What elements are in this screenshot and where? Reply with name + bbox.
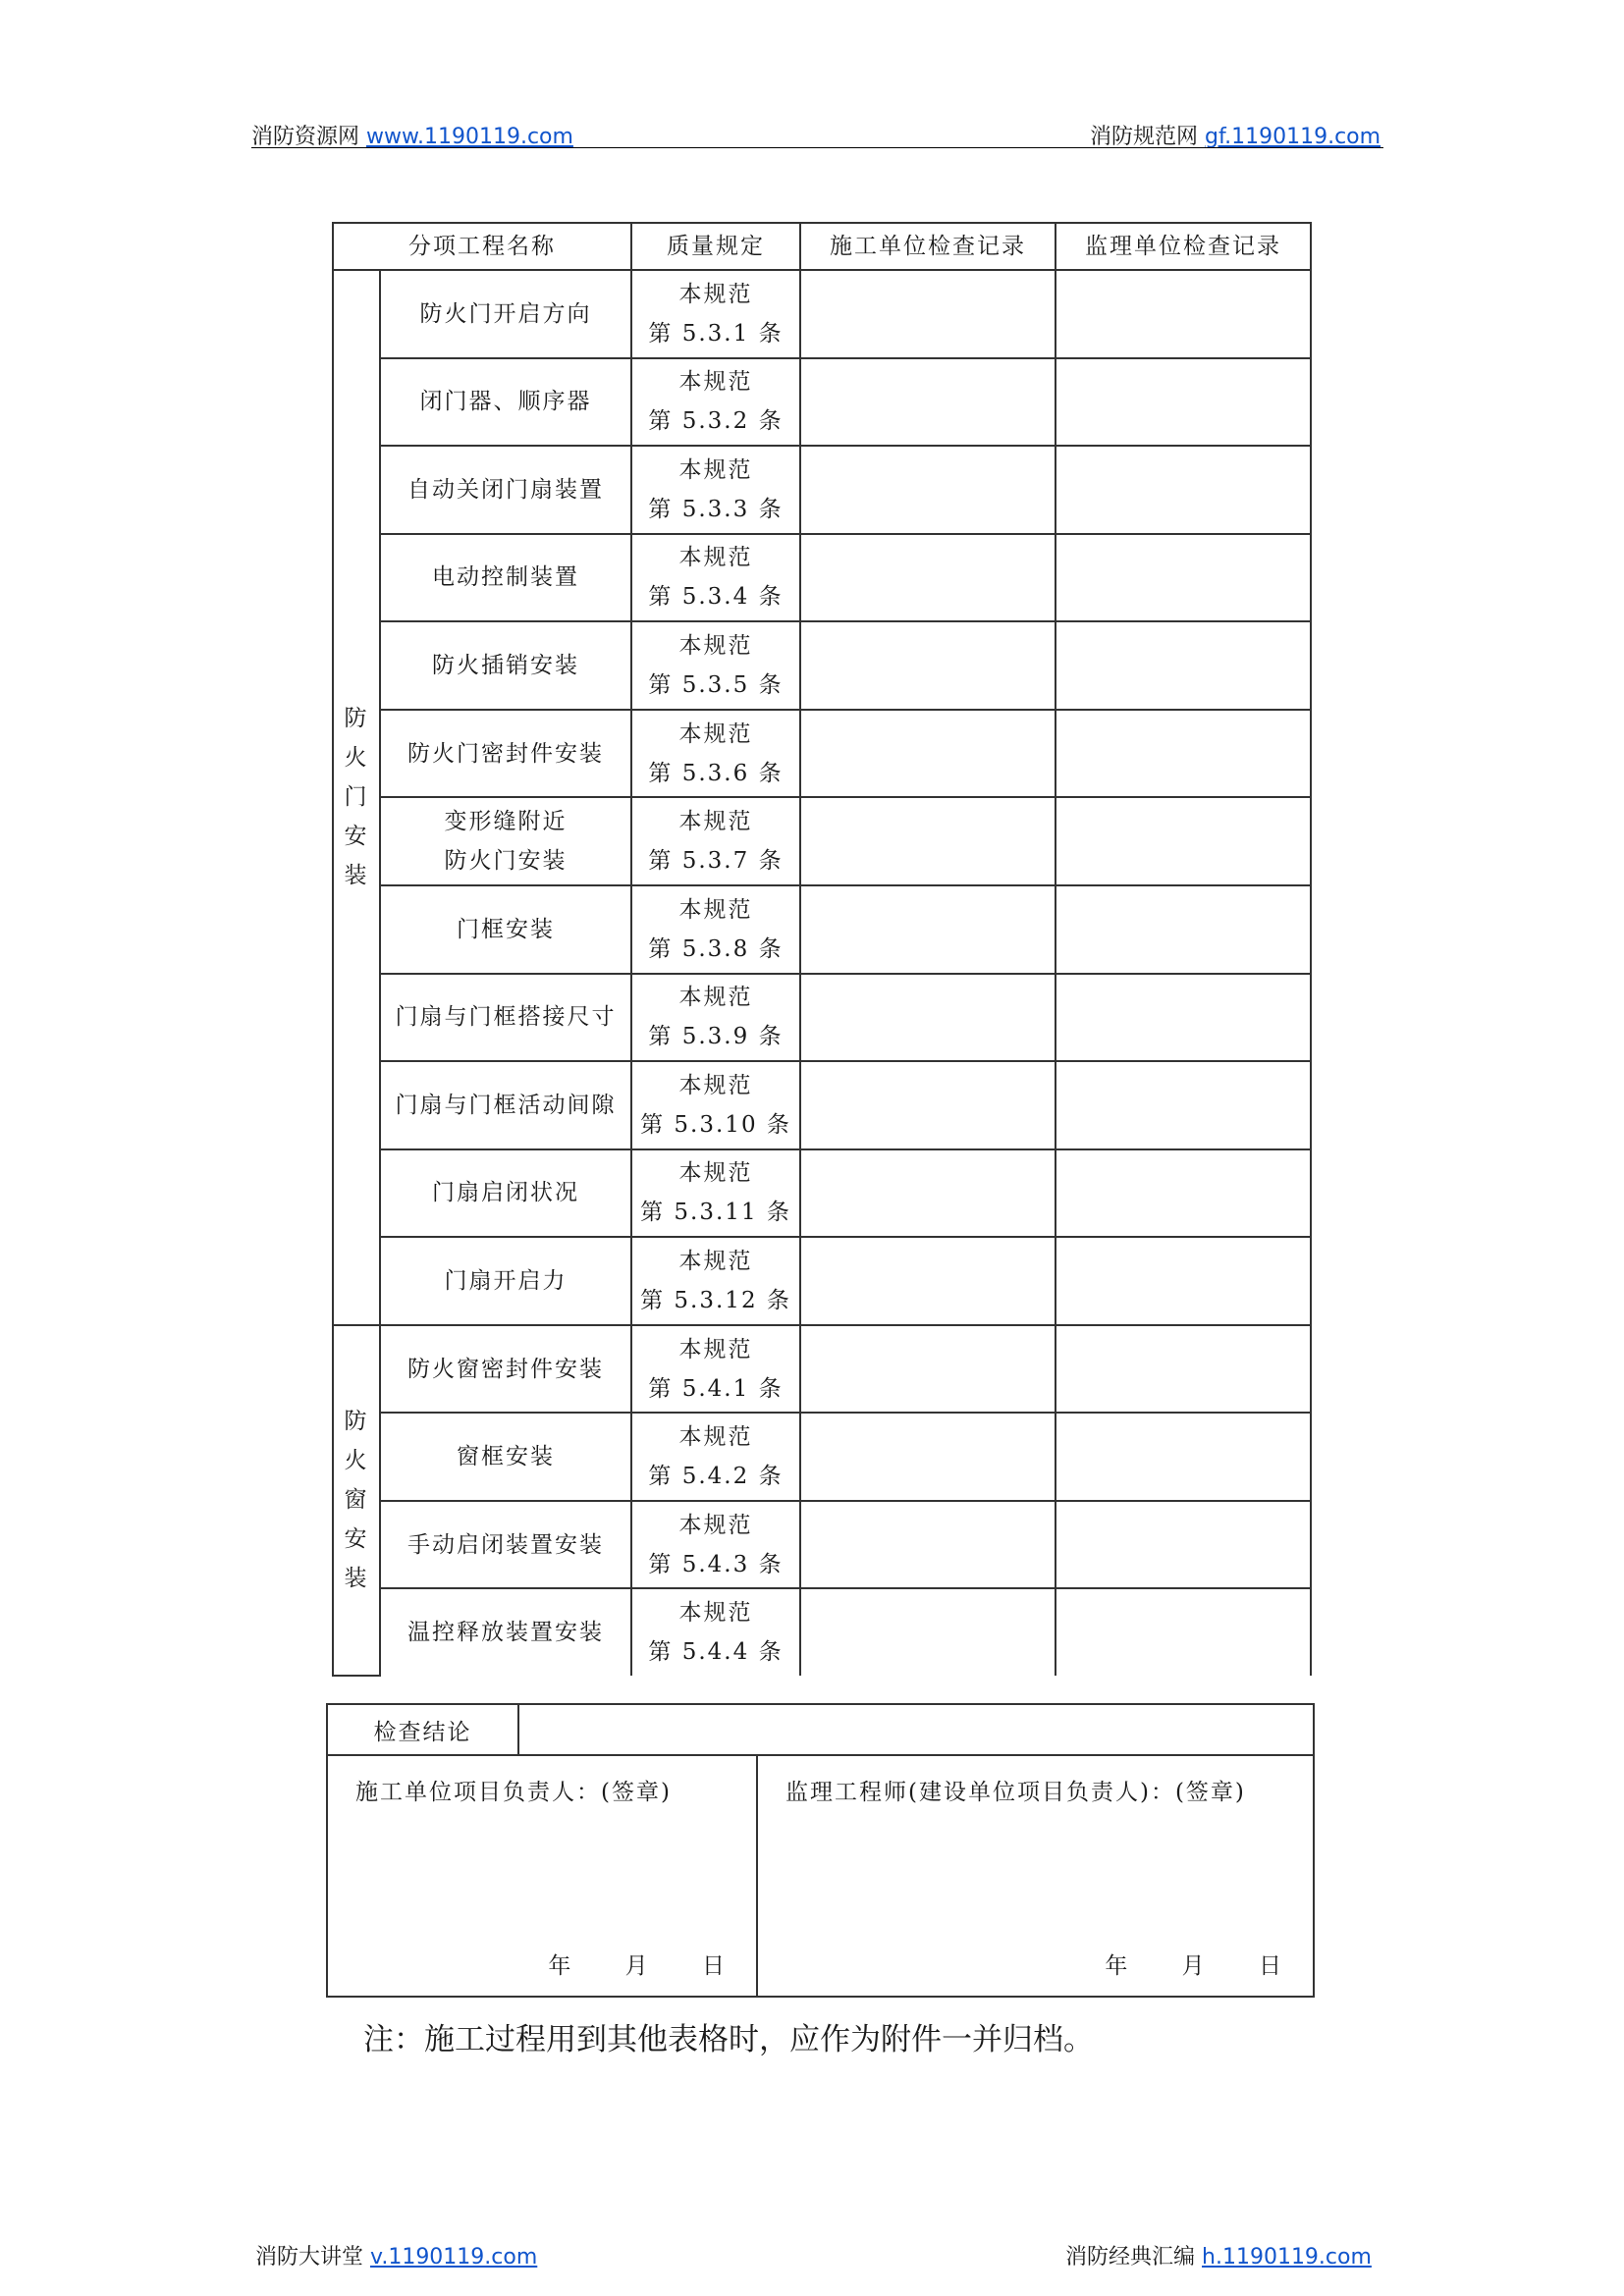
quality-spec-line: 本规范: [678, 1600, 753, 1627]
group-label: [333, 1325, 380, 1676]
quality-spec: [631, 1237, 800, 1325]
quality-spec-line: 本规范: [678, 1160, 753, 1187]
supervisor-record-cell[interactable]: [1056, 1237, 1311, 1325]
table-row: [333, 621, 1311, 710]
col-header-supervisor-record: 监理单位检查记录: [1056, 223, 1311, 270]
group-label-char: 装: [344, 863, 369, 889]
footer-right-link[interactable]: h.1190119.com: [1202, 2245, 1372, 2269]
item-name: [380, 1325, 631, 1414]
supervisor-record-cell[interactable]: [1056, 1501, 1311, 1589]
header-divider: [251, 147, 1383, 148]
conclusion-value[interactable]: [518, 1704, 1314, 1755]
contractor-record-cell[interactable]: [800, 534, 1056, 622]
quality-spec: [631, 1588, 800, 1676]
footer-right: [1065, 2240, 1372, 2270]
quality-spec-line: 本规范: [678, 721, 753, 747]
table-row: [333, 797, 1311, 885]
supervisor-record-cell[interactable]: [1056, 534, 1311, 622]
table-row: [333, 358, 1311, 447]
quality-spec-line: 本规范: [678, 896, 753, 923]
contractor-signature-cell[interactable]: [327, 1755, 757, 1997]
item-name-line: 窗框安装: [457, 1444, 555, 1470]
supervisor-record-cell[interactable]: [1056, 270, 1311, 358]
contractor-record-cell[interactable]: [800, 358, 1056, 447]
item-name-line: 自动关闭门扇装置: [407, 476, 604, 503]
group-label-char: 火: [344, 745, 369, 772]
supervisor-record-cell[interactable]: [1056, 974, 1311, 1062]
item-name: [380, 270, 631, 358]
item-name-line: 防火窗密封件安装: [407, 1356, 604, 1382]
header-left: [251, 120, 573, 150]
quality-spec-line: 本规范: [678, 1248, 753, 1274]
quality-spec: [631, 446, 800, 534]
item-name: [380, 358, 631, 447]
quality-spec: [631, 1325, 800, 1414]
item-name: [380, 1237, 631, 1325]
group-label-char: 防: [344, 1409, 369, 1435]
quality-spec-line: 本规范: [678, 1336, 753, 1362]
item-name-line: 电动控制装置: [432, 564, 579, 591]
header-right-text: 消防规范网: [1090, 125, 1199, 149]
item-name-line: 手动启闭装置安装: [407, 1531, 604, 1558]
item-name-line: 门扇与门框活动间隙: [395, 1092, 617, 1118]
quality-spec: [631, 1061, 800, 1149]
contractor-signature-date: 年 月 日: [548, 1953, 727, 1979]
supervisor-record-cell[interactable]: [1056, 1149, 1311, 1238]
quality-spec-line: 第 5.3.2 条: [648, 408, 784, 435]
supervisor-record-cell[interactable]: [1056, 358, 1311, 447]
item-name-line: 门框安装: [457, 916, 555, 942]
item-name-line: 闭门器、顺序器: [419, 389, 592, 415]
item-name: [380, 974, 631, 1062]
group-label: [333, 270, 380, 1325]
quality-spec: [631, 358, 800, 447]
quality-spec-line: 第 5.4.2 条: [648, 1464, 784, 1490]
quality-spec-line: 本规范: [678, 545, 753, 571]
item-name-line: 变形缝附近: [444, 809, 568, 835]
item-name-line: 防火插销安装: [432, 653, 579, 679]
header-right: [1090, 120, 1380, 150]
contractor-record-cell[interactable]: [800, 1325, 1056, 1414]
item-name-line: 门扇与门框搭接尺寸: [395, 1004, 617, 1031]
supervisor-signature-date: 年 月 日: [1105, 1953, 1283, 1979]
contractor-record-cell[interactable]: [800, 710, 1056, 798]
conclusion-table: [326, 1703, 1315, 1998]
quality-spec: [631, 1149, 800, 1238]
quality-spec-line: 第 5.3.4 条: [648, 584, 784, 611]
group-label-char: 安: [344, 1526, 369, 1553]
supervisor-signature-cell[interactable]: [757, 1755, 1314, 1997]
table-row: [333, 1588, 1311, 1676]
quality-spec-line: 本规范: [678, 1424, 753, 1451]
table-row: [333, 1061, 1311, 1149]
contractor-record-cell[interactable]: [800, 1588, 1056, 1676]
contractor-record-cell[interactable]: [800, 885, 1056, 974]
item-name-line: 门扇开启力: [444, 1267, 568, 1294]
quality-spec-line: 第 5.3.3 条: [648, 496, 784, 522]
footer-right-text: 消防经典汇编: [1065, 2245, 1196, 2269]
quality-spec-line: 本规范: [678, 456, 753, 483]
item-name: [380, 1501, 631, 1589]
table-row: [333, 1501, 1311, 1589]
item-name: [380, 1588, 631, 1676]
table-row: [333, 534, 1311, 622]
contractor-record-cell[interactable]: [800, 270, 1056, 358]
item-name-line: 防火门开启方向: [419, 300, 592, 327]
quality-spec-line: 本规范: [678, 281, 753, 307]
contractor-signature-label: 施工单位项目负责人：(签章): [355, 1780, 672, 1805]
col-header-item-name: 分项工程名称: [333, 223, 631, 270]
group-label-char: 防: [344, 706, 369, 732]
supervisor-record-cell[interactable]: [1056, 710, 1311, 798]
table-row: [333, 446, 1311, 534]
header-left-link[interactable]: www.1190119.com: [366, 125, 573, 149]
item-name: [380, 1149, 631, 1238]
quality-spec-line: 第 5.3.10 条: [640, 1111, 791, 1138]
quality-spec-line: 第 5.4.3 条: [648, 1551, 784, 1577]
quality-spec: [631, 710, 800, 798]
quality-spec-line: 第 5.3.1 条: [648, 320, 784, 347]
quality-spec-line: 本规范: [678, 1072, 753, 1098]
quality-spec-line: 第 5.3.12 条: [640, 1287, 791, 1313]
quality-spec: [631, 534, 800, 622]
quality-spec-line: 第 5.3.5 条: [648, 672, 784, 699]
quality-spec-line: 第 5.3.8 条: [648, 935, 784, 962]
quality-spec: [631, 974, 800, 1062]
col-header-quality-spec: 质量规定: [631, 223, 800, 270]
table-row: [333, 1413, 1311, 1501]
group-label-char: 火: [344, 1448, 369, 1474]
supervisor-record-cell[interactable]: [1056, 1413, 1311, 1501]
conclusion-label: 检查结论: [327, 1704, 518, 1755]
table-row: [333, 710, 1311, 798]
contractor-record-cell[interactable]: [800, 1237, 1056, 1325]
item-name-line: 防火门安装: [444, 848, 568, 875]
header-left-text: 消防资源网: [251, 125, 360, 149]
quality-spec: [631, 797, 800, 885]
item-name: [380, 1413, 631, 1501]
supervisor-record-cell[interactable]: [1056, 1588, 1311, 1676]
signature-row: [327, 1755, 1314, 1997]
inspection-table: [332, 222, 1312, 1677]
item-name: [380, 1061, 631, 1149]
col-header-contractor-record: 施工单位检查记录: [800, 223, 1056, 270]
group-label-char: 门: [344, 784, 369, 811]
quality-spec: [631, 621, 800, 710]
item-name: [380, 710, 631, 798]
quality-spec: [631, 885, 800, 974]
supervisor-signature-label: 监理工程师(建设单位项目负责人)：(签章): [785, 1780, 1246, 1805]
item-name-line: 温控释放装置安装: [407, 1620, 604, 1646]
contractor-record-cell[interactable]: [800, 974, 1056, 1062]
item-name: [380, 446, 631, 534]
table-row: [333, 1149, 1311, 1238]
footer-left-link[interactable]: v.1190119.com: [370, 2245, 538, 2269]
item-name: [380, 797, 631, 885]
quality-spec-line: 本规范: [678, 633, 753, 660]
group-label-char: 安: [344, 824, 369, 850]
contractor-record-cell[interactable]: [800, 1501, 1056, 1589]
conclusion-row: [327, 1704, 1314, 1755]
quality-spec-line: 第 5.4.1 条: [648, 1375, 784, 1402]
contractor-record-cell[interactable]: [800, 797, 1056, 885]
quality-spec-line: 本规范: [678, 1512, 753, 1538]
table-row: [333, 270, 1311, 358]
quality-spec: [631, 1413, 800, 1501]
contractor-record-cell[interactable]: [800, 1149, 1056, 1238]
table-row: [333, 885, 1311, 974]
supervisor-record-cell[interactable]: [1056, 797, 1311, 885]
item-name: [380, 534, 631, 622]
note-text: 注：施工过程用到其他表格时，应作为附件一并归档。: [363, 2022, 1094, 2057]
footer-left: [255, 2240, 537, 2270]
contractor-record-cell[interactable]: [800, 621, 1056, 710]
item-name-line: 门扇启闭状况: [432, 1180, 579, 1206]
contractor-record-cell[interactable]: [800, 1413, 1056, 1501]
table-row: [333, 1325, 1311, 1414]
quality-spec-line: 第 5.3.9 条: [648, 1024, 784, 1050]
table-body: [333, 270, 1311, 1676]
quality-spec-line: 第 5.3.6 条: [648, 760, 784, 786]
table-header-row: [333, 223, 1311, 270]
quality-spec-line: 第 5.3.11 条: [640, 1200, 791, 1226]
table-row: [333, 1237, 1311, 1325]
quality-spec: [631, 1501, 800, 1589]
supervisor-record-cell[interactable]: [1056, 1325, 1311, 1414]
header-right-link[interactable]: gf.1190119.com: [1205, 125, 1381, 149]
contractor-record-cell[interactable]: [800, 1061, 1056, 1149]
supervisor-record-cell[interactable]: [1056, 446, 1311, 534]
quality-spec-line: 第 5.3.7 条: [648, 848, 784, 875]
group-label-char: 窗: [344, 1487, 369, 1514]
footer-left-text: 消防大讲堂: [255, 2245, 364, 2269]
item-name: [380, 621, 631, 710]
quality-spec-line: 本规范: [678, 985, 753, 1011]
quality-spec: [631, 270, 800, 358]
contractor-record-cell[interactable]: [800, 446, 1056, 534]
group-label-char: 装: [344, 1566, 369, 1592]
quality-spec-line: 本规范: [678, 369, 753, 396]
quality-spec-line: 第 5.4.4 条: [648, 1639, 784, 1666]
supervisor-record-cell[interactable]: [1056, 885, 1311, 974]
supervisor-record-cell[interactable]: [1056, 621, 1311, 710]
table-row: [333, 974, 1311, 1062]
quality-spec-line: 本规范: [678, 809, 753, 835]
supervisor-record-cell[interactable]: [1056, 1061, 1311, 1149]
item-name-line: 防火门密封件安装: [407, 740, 604, 767]
item-name: [380, 885, 631, 974]
